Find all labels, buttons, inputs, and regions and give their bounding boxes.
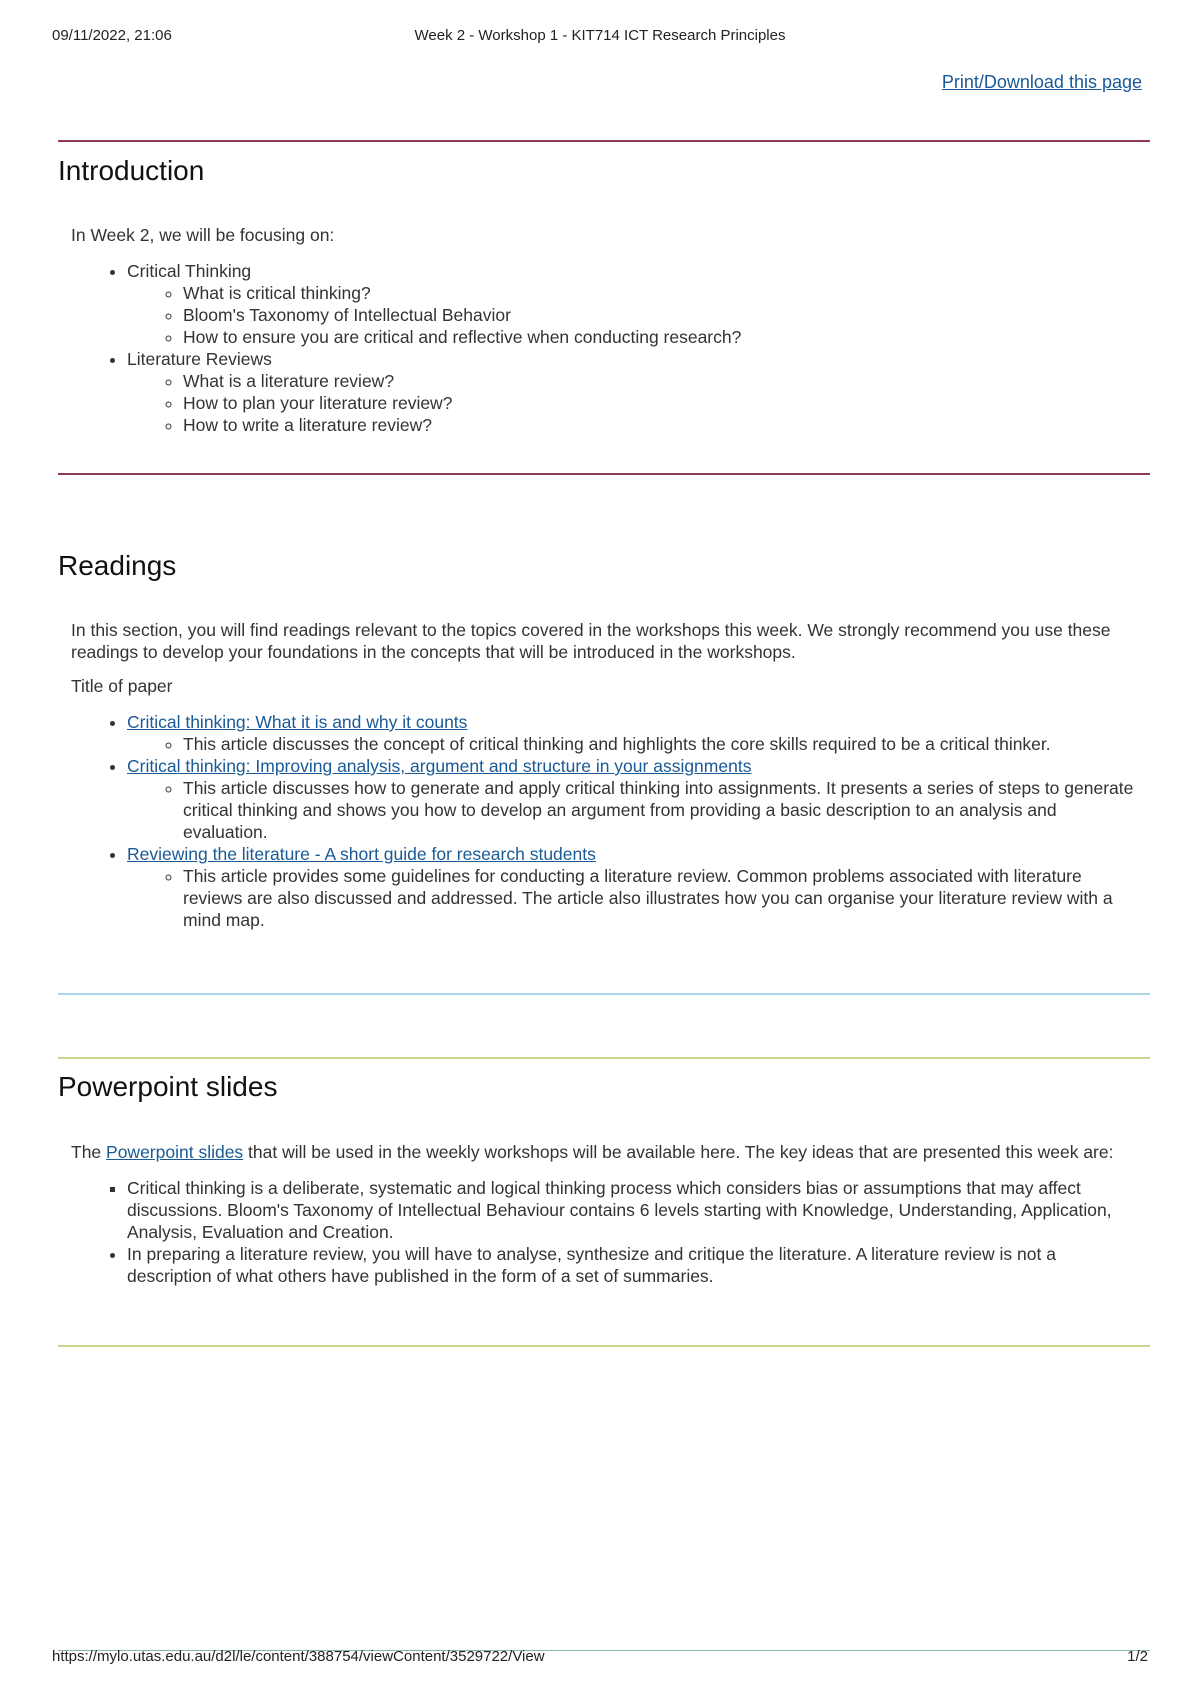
section-divider	[58, 1345, 1150, 1347]
subtopic-item: ◦ What is critical thinking?	[183, 282, 1142, 304]
paper-item	[127, 711, 1142, 755]
paper-description-list	[127, 733, 1142, 755]
subtopic-item: ◦ Bloom's Taxonomy of Intellectual Behavior	[183, 304, 1142, 326]
paper-description: ◦ This article provides some guidelines for conducting a literature review. Common problems associated with literature reviews are also discussed and addressed. The article also illustrates how you can organise your literature review with a mind map.	[183, 865, 1142, 931]
paper-item	[127, 843, 1142, 931]
paper-link[interactable]: Critical thinking: Improving analysis, argument and structure in your assignments	[127, 756, 752, 776]
paper-link[interactable]: Critical thinking: What it is and why it counts	[127, 712, 468, 732]
introduction-body	[71, 224, 1142, 436]
paper-description: ◦ This article discusses how to generate and apply critical thinking into assignments. It presents a series of steps to generate critical thinking and shows you how to develop an argument from providing a basic description to an analysis and evaluation.	[183, 777, 1142, 843]
topic-label: Critical Thinking	[127, 261, 252, 281]
print-header	[52, 27, 1148, 47]
slides-heading: Powerpoint slides	[58, 1071, 278, 1102]
readings-intro: In this section, you will find readings relevant to the topics covered in the workshops this week. We strongly recommend you use these readings to develop your foundations in the concepts that will be introduced in the workshops.	[71, 620, 1111, 662]
subtopic-item: ◦ What is a literature review?	[183, 370, 1142, 392]
print-page-title: Week 2 - Workshop 1 - KIT714 ICT Research Principles	[414, 27, 786, 44]
paper-item	[127, 755, 1142, 843]
section-divider	[58, 473, 1150, 475]
readings-body	[71, 619, 1142, 931]
slides-intro	[71, 1141, 1142, 1163]
subtopic-list	[127, 370, 1142, 436]
page-number: 1/2	[1127, 1648, 1148, 1665]
key-idea-item: • In preparing a literature review, you will have to analyse, synthesize and critique the literature. A literature review is not a description of what others have published in the form of a set of summaries.	[127, 1243, 1142, 1287]
print-date: 09/11/2022, 21:06	[52, 27, 172, 44]
readings-heading: Readings	[58, 550, 177, 581]
topic-list	[71, 260, 1142, 436]
section-divider	[58, 140, 1150, 142]
page-url: https://mylo.utas.edu.au/d2l/le/content/388754/viewContent/3529722/View	[52, 1648, 545, 1665]
paper-description-list	[127, 777, 1142, 843]
subtopic-item: ◦ How to plan your literature review?	[183, 392, 1142, 414]
key-idea-item: ▪ Critical thinking is a deliberate, systematic and logical thinking process which considers bias or assumptions that may affect discussions. Bloom's Taxonomy of Intellectual Behaviour contains 6 levels starting with Knowledge, Understanding, Application, Analysis, Evaluation and Creation.	[127, 1177, 1142, 1243]
readings-list-heading: Title of paper	[71, 676, 173, 696]
slides-intro-prefix: The	[71, 1142, 107, 1162]
introduction-text: In Week 2, we will be focusing on:	[71, 225, 335, 245]
key-ideas-list	[71, 1177, 1142, 1287]
topic-label: Literature Reviews	[127, 349, 272, 369]
topic-item	[127, 260, 1142, 348]
powerpoint-slides-link[interactable]: Powerpoint slides	[106, 1142, 244, 1162]
print-footer	[52, 1648, 1148, 1668]
paper-list	[71, 711, 1142, 931]
introduction-heading: Introduction	[58, 155, 205, 186]
subtopic-list	[127, 282, 1142, 348]
paper-link[interactable]: Reviewing the literature - A short guide for research students	[127, 844, 596, 864]
subtopic-item: ◦ How to ensure you are critical and reflective when conducting research?	[183, 326, 1142, 348]
topic-item	[127, 348, 1142, 436]
slides-intro-suffix: that will be used in the weekly workshops will be available here. The key ideas that are presented this week are:	[243, 1142, 1114, 1162]
paper-description-list	[127, 865, 1142, 931]
subtopic-item: ◦ How to write a literature review?	[183, 414, 1142, 436]
section-divider	[58, 1057, 1150, 1059]
print-download-link[interactable]: Print/Download this page	[941, 72, 1142, 92]
paper-description: ◦ This article discusses the concept of critical thinking and highlights the core skills required to be a critical thinker.	[183, 733, 1142, 755]
slides-body	[71, 1141, 1142, 1287]
section-divider	[58, 993, 1150, 995]
